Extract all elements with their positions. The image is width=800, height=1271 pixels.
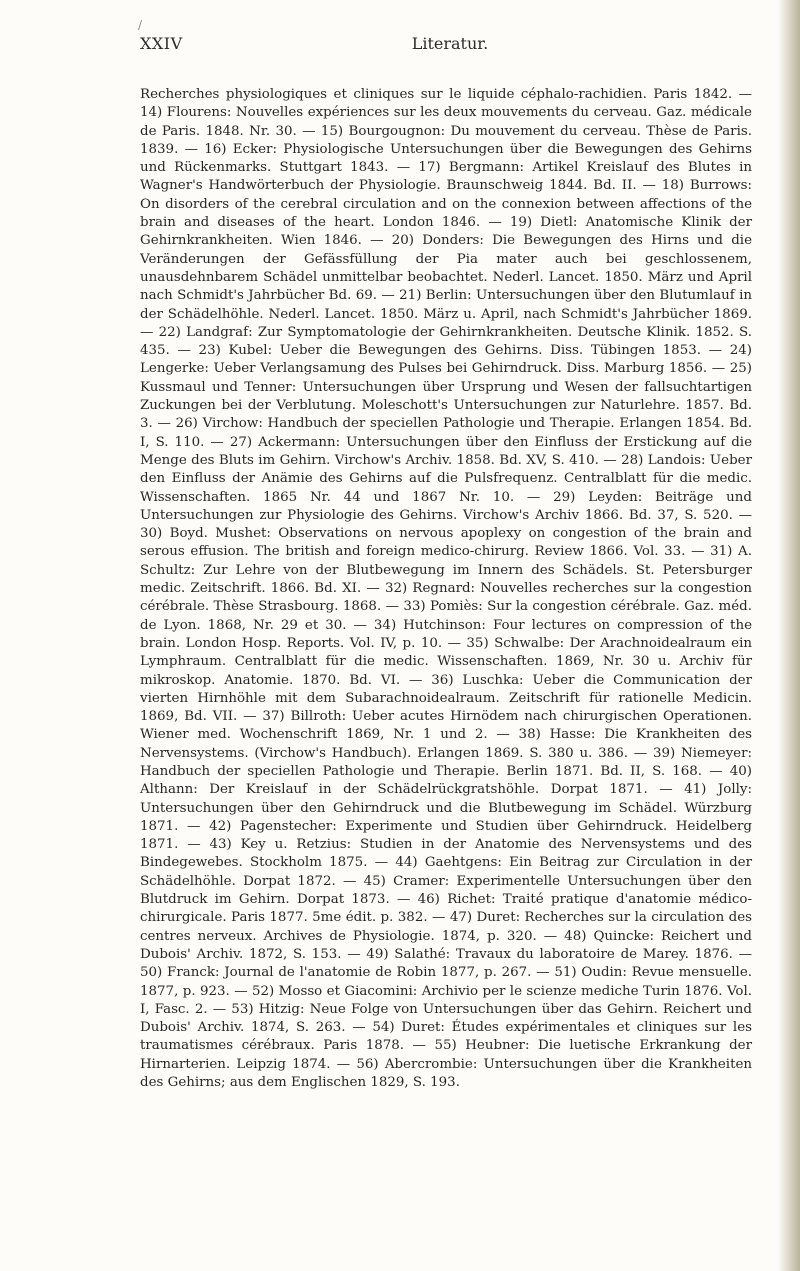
page-header xyxy=(140,28,760,58)
pencil-mark: / xyxy=(138,18,143,32)
running-title: Literatur. xyxy=(411,34,489,53)
page-number: XXIV xyxy=(140,34,183,53)
bibliography-text xyxy=(140,86,752,1092)
bibliography-paragraph: Recherches physiologiques et cliniques sur le liquide céphalo-rachidien. Paris 1842. — 14) Flourens: Nouvelles expériences sur les deux mouvements du cerveau. Gaz. médicale de Paris. 1848. Nr. 30. — 15) Bourgougnon: Du mouvement du cerveau. Thèse de Paris. 1839. — 16) Ecker: Physiologische Untersuchungen über die Bewegungen des Gehirns und Rückenmarks. Stuttgart 1843. — 17) Bergmann: Artikel Kreislauf des Blutes in Wagner's Handwörterbuch der Physiologie. Braunschweig 1844. Bd. II. — 18) Burrows: On disorders of the cerebral circulation and on the connexion between affections of the brain and diseases of the heart. London 1846. — 19) Dietl: Anatomische Klinik der Gehirnkrankheiten. Wien 1846. — 20) Donders: Die Bewegungen des Hirns und die Veränderungen der Gefässfüllung der Pia mater auch bei geschlossenem, unausdehnbarem Schädel unmittelbar beobachtet. Nederl. Lancet. 1850. März und April nach Schmidt's Jahrbücher Bd. 69. — 21) Berlin: Untersuchungen über den Blutumlauf in der Schädelhöhle. Nederl. Lancet. 1850. März u. April, nach Schmidt's Jahrbücher 1869. — 22) Landgraf: Zur Symptomatologie der Gehirnkrankheiten. Deutsche Klinik. 1852. S. 435. — 23) Kubel: Ueber die Bewegungen des Gehirns. Diss. Tübingen 1853. — 24) Lengerke: Ueber Verlangsamung des Pulses bei Gehirndruck. Diss. Marburg 1856. — 25) Kussmaul und Tenner: Untersuchungen über Ursprung und Wesen der fallsuchtartigen Zuckungen bei der Verblutung. Moleschott's Untersuchungen zur Naturlehre. 1857. Bd. 3. — 26) Virchow: Handbuch der speciellen Pathologie und Therapie. Erlangen 1854. Bd. I, S. 110. — 27) Ackermann: Untersuchungen über den Einfluss der Erstickung auf die Menge des Bluts im Gehirn. Virchow's Archiv. 1858. Bd. XV, S. 410. — 28) Landois: Ueber den Einfluss der Anämie des Gehirns auf die Pulsfrequenz. Centralblatt für die medic. Wissenschaften. 1865 Nr. 44 und 1867 Nr. 10. — 29) Leyden: Beiträge und Untersuchungen zur Physiologie des Gehirns. Virchow's Archiv 1866. Bd. 37, S. 520. — 30) Boyd. Mushet: Observations on nervous apoplexy on congestion of the brain and serous effusion. The british and foreign medico-chirurg. Review 1866. Vol. 33. — 31) A. Schultz: Zur Lehre von der Blutbewegung im Innern des Schädels. St. Petersburger medic. Zeitschrift. 1866. Bd. XI. — 32) Regnard: Nouvelles recherches sur la congestion cérébrale. Thèse Strasbourg. 1868. — 33) Pomiès: Sur la congestion cérébrale. Gaz. méd. de Lyon. 1868, Nr. 29 et 30. — 34) Hutchinson: Four lectures on compression of the brain. London Hosp. Reports. Vol. IV, p. 10. — 35) Schwalbe: Der Arachnoidealraum ein Lymphraum. Centralblatt für die medic. Wissenschaften. 1869, Nr. 30 u. Archiv für mikroskop. Anatomie. 1870. Bd. VI. — 36) Luschka: Ueber die Communication der vierten Hirnhöhle mit dem Subarachnoidealraum. Zeitschrift für rationelle Medicin. 1869, Bd. VII. — 37) Billroth: Ueber acutes Hirnödem nach chirurgischen Operationen. Wiener med. Wochenschrift 1869, Nr. 1 und 2. — 38) Hasse: Die Krankheiten des Nervensystems. (Virchow's Handbuch). Erlangen 1869. S. 380 u. 386. — 39) Niemeyer: Handbuch der speciellen Pathologie und Therapie. Berlin 1871. Bd. II, S. 168. — 40) Althann: Der Kreislauf in der Schädelrückgratshöhle. Dorpat 1871. — 41) Jolly: Untersuchungen über den Gehirndruck und die Blutbewegung im Schädel. Würzburg 1871. — 42) Pagenstecher: Experimente und Studien über Gehirndruck. Heidelberg 1871. — 43) Key u. Retzius: Studien in der Anatomie des Nervensystems und des Bindegewebes. Stockholm 1875. — 44) Gaehtgens: Ein Beitrag zur Circulation in der Schädelhöhle. Dorpat 1872. — 45) Cramer: Experimentelle Untersuchungen über den Blutdruck im Gehirn. Dorpat 1873. — 46) Richet: Traité pratique d'anatomie médico-chirurgicale. Paris 1877. 5me édit. p. 382. — 47) Duret: Recherches sur la circulation des centres nerveux. Archives de Physiologie. 1874, p. 320. — 48) Quincke: Reichert und Dubois' Archiv. 1872, S. 153. — 49) Salathé: Travaux du laboratoire de Marey. 1876. — 50) Franck: Journal de l'anatomie de Robin 1877, p. 267. — 51) Oudin: Revue mensuelle. 1877, p. 923. — 52) Mosso et Giacomini: Archivio per le scienze mediche Turin 1876. Vol. I, Fasc. 2. — 53) Hitzig: Neue Folge von Untersuchungen über das Gehirn. Reichert und Dubois' Archiv. 1874, S. 263. — 54) Duret: Études expérimentales et cliniques sur les traumatismes cérébraux. Paris 1878. — 55) Heubner: Die luetische Erkrankung der Hirnarterien. Leipzig 1874. — 56) Abercrombie: Untersuchungen über die Krankheiten des Gehirns; aus dem Englischen 1829, S. 193. xyxy=(140,87,752,1091)
spine-shadow xyxy=(778,0,800,1271)
